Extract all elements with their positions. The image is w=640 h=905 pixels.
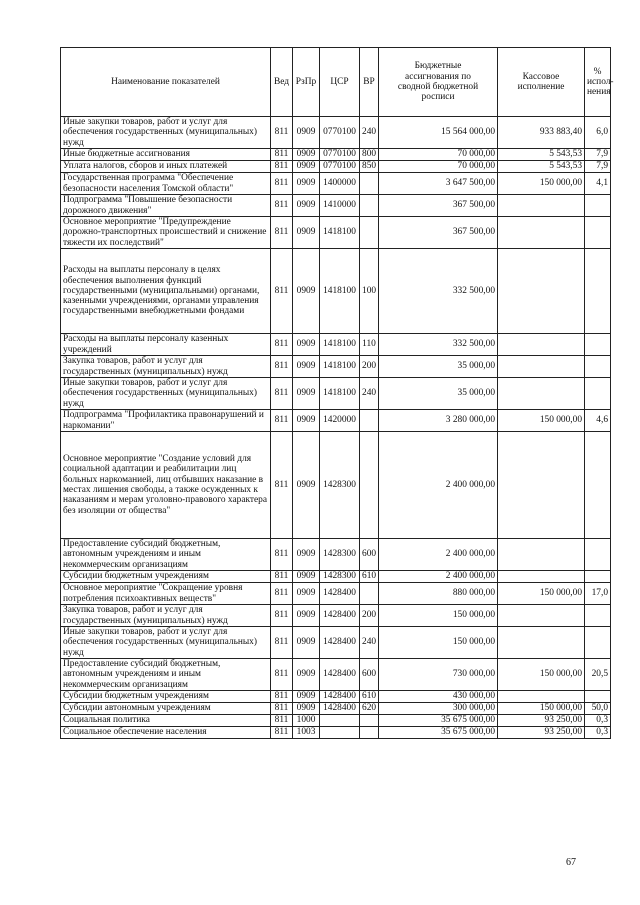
- page-number: 67: [566, 857, 576, 868]
- table-row: [61, 703, 611, 715]
- row-vr-cell: 600: [360, 539, 379, 571]
- row-budget-cell: 70 000,00: [379, 149, 498, 161]
- row-ved-cell: 811: [271, 539, 293, 571]
- header-budget: Бюджетные ассигнования по сводной бюджетной росписи: [379, 48, 498, 117]
- row-budget-cell: 35 000,00: [379, 356, 498, 378]
- row-ved-cell: 811: [271, 249, 293, 334]
- row-rzpr-cell: 0909: [293, 571, 320, 583]
- row-percent-cell: 20,5: [585, 659, 611, 691]
- row-budget-cell: 15 564 000,00: [379, 117, 498, 149]
- row-csr-cell: 1418100: [320, 334, 360, 356]
- row-csr-cell: 0770100: [320, 161, 360, 173]
- table-row: [61, 378, 611, 410]
- row-vr-cell: [360, 195, 379, 217]
- row-csr-cell: 1418100: [320, 249, 360, 334]
- row-csr-cell: [320, 715, 360, 727]
- row-budget-cell: 332 500,00: [379, 249, 498, 334]
- row-rzpr-cell: 0909: [293, 659, 320, 691]
- table-row: [61, 356, 611, 378]
- row-execution-cell: 150 000,00: [498, 410, 585, 432]
- table-row: [61, 539, 611, 571]
- row-percent-cell: 17,0: [585, 583, 611, 605]
- row-csr-cell: 1428300: [320, 432, 360, 539]
- row-budget-cell: 730 000,00: [379, 659, 498, 691]
- row-ved-cell: 811: [271, 659, 293, 691]
- row-rzpr-cell: 0909: [293, 334, 320, 356]
- row-percent-cell: 6,0: [585, 117, 611, 149]
- row-vr-cell: 850: [360, 161, 379, 173]
- row-rzpr-cell: 0909: [293, 539, 320, 571]
- row-percent-cell: 7,9: [585, 161, 611, 173]
- row-rzpr-cell: 0909: [293, 356, 320, 378]
- table-row: [61, 727, 611, 739]
- row-percent-cell: 50,0: [585, 703, 611, 715]
- row-csr-cell: 1400000: [320, 173, 360, 195]
- row-name-cell: Иные закупки товаров, работ и услуг для обеспечения государственных (муниципальных) нужд: [61, 378, 271, 410]
- row-budget-cell: 35 000,00: [379, 378, 498, 410]
- row-csr-cell: 1428400: [320, 659, 360, 691]
- row-execution-cell: 5 543,53: [498, 149, 585, 161]
- row-budget-cell: 70 000,00: [379, 161, 498, 173]
- row-budget-cell: 880 000,00: [379, 583, 498, 605]
- row-execution-cell: 933 883,40: [498, 117, 585, 149]
- row-csr-cell: 1418100: [320, 217, 360, 249]
- row-vr-cell: [360, 583, 379, 605]
- table-row: [61, 715, 611, 727]
- row-vr-cell: 800: [360, 149, 379, 161]
- row-rzpr-cell: 0909: [293, 627, 320, 659]
- row-name-cell: Основное мероприятие "Сокращение уровня потребления психоактивных веществ": [61, 583, 271, 605]
- row-name-cell: Иные закупки товаров, работ и услуг для обеспечения государственных (муниципальных) нужд: [61, 117, 271, 149]
- row-name-cell: Предоставление субсидий бюджетным, автономным учреждениям и иным некоммерческим организациям: [61, 659, 271, 691]
- row-rzpr-cell: 0909: [293, 195, 320, 217]
- row-percent-cell: [585, 356, 611, 378]
- row-rzpr-cell: 1000: [293, 715, 320, 727]
- row-percent-cell: 0,3: [585, 715, 611, 727]
- row-budget-cell: 2 400 000,00: [379, 539, 498, 571]
- table-row: [61, 149, 611, 161]
- row-vr-cell: 200: [360, 356, 379, 378]
- row-vr-cell: 200: [360, 605, 379, 627]
- row-ved-cell: 811: [271, 715, 293, 727]
- row-name-cell: Подпрограмма "Повышение безопасности дорожного движения": [61, 195, 271, 217]
- row-name-cell: Основное мероприятие "Предупреждение дорожно-транспортных происшествий и снижение тяжести их последствий": [61, 217, 271, 249]
- row-rzpr-cell: 0909: [293, 173, 320, 195]
- row-ved-cell: 811: [271, 195, 293, 217]
- header-percent: % испол-нения: [585, 48, 611, 117]
- row-vr-cell: 620: [360, 703, 379, 715]
- row-ved-cell: 811: [271, 727, 293, 739]
- row-csr-cell: 1428300: [320, 539, 360, 571]
- row-execution-cell: [498, 432, 585, 539]
- row-ved-cell: 811: [271, 703, 293, 715]
- header-execution: Кассовое исполнение: [498, 48, 585, 117]
- row-execution-cell: [498, 378, 585, 410]
- row-rzpr-cell: 0909: [293, 161, 320, 173]
- row-rzpr-cell: 0909: [293, 605, 320, 627]
- row-name-cell: Социальное обеспечение населения: [61, 727, 271, 739]
- row-percent-cell: 4,1: [585, 173, 611, 195]
- row-budget-cell: 150 000,00: [379, 605, 498, 627]
- row-vr-cell: [360, 217, 379, 249]
- row-vr-cell: 610: [360, 571, 379, 583]
- table-row: [61, 161, 611, 173]
- row-ved-cell: 811: [271, 571, 293, 583]
- row-name-cell: Расходы на выплаты персоналу казенных учреждений: [61, 334, 271, 356]
- row-percent-cell: [585, 249, 611, 334]
- row-ved-cell: 811: [271, 583, 293, 605]
- row-budget-cell: 3 647 500,00: [379, 173, 498, 195]
- row-percent-cell: 0,3: [585, 727, 611, 739]
- row-execution-cell: [498, 691, 585, 703]
- row-rzpr-cell: 0909: [293, 410, 320, 432]
- row-budget-cell: 2 400 000,00: [379, 432, 498, 539]
- row-execution-cell: 93 250,00: [498, 715, 585, 727]
- table-row: [61, 583, 611, 605]
- budget-execution-table: [60, 47, 614, 739]
- row-csr-cell: 1428400: [320, 583, 360, 605]
- row-csr-cell: 1428400: [320, 605, 360, 627]
- row-execution-cell: 150 000,00: [498, 703, 585, 715]
- row-ved-cell: 811: [271, 432, 293, 539]
- row-vr-cell: [360, 715, 379, 727]
- row-percent-cell: 7,9: [585, 149, 611, 161]
- table-row: [61, 605, 611, 627]
- row-execution-cell: [498, 539, 585, 571]
- row-ved-cell: 811: [271, 173, 293, 195]
- header-ved: Вед: [271, 48, 293, 117]
- row-ved-cell: 811: [271, 410, 293, 432]
- table-row: [61, 432, 611, 539]
- row-budget-cell: 332 500,00: [379, 334, 498, 356]
- row-name-cell: Закупка товаров, работ и услуг для государственных (муниципальных) нужд: [61, 356, 271, 378]
- row-ved-cell: 811: [271, 217, 293, 249]
- table-row: [61, 627, 611, 659]
- row-name-cell: Иные бюджетные ассигнования: [61, 149, 271, 161]
- row-percent-cell: [585, 571, 611, 583]
- row-name-cell: Иные закупки товаров, работ и услуг для обеспечения государственных (муниципальных) нужд: [61, 627, 271, 659]
- row-execution-cell: [498, 356, 585, 378]
- row-execution-cell: [498, 571, 585, 583]
- row-percent-cell: [585, 217, 611, 249]
- row-execution-cell: [498, 217, 585, 249]
- row-execution-cell: [498, 334, 585, 356]
- row-csr-cell: 1420000: [320, 410, 360, 432]
- table-row: [61, 249, 611, 334]
- row-percent-cell: [585, 334, 611, 356]
- row-percent-cell: [585, 539, 611, 571]
- row-ved-cell: 811: [271, 627, 293, 659]
- row-vr-cell: 600: [360, 659, 379, 691]
- row-vr-cell: 240: [360, 627, 379, 659]
- row-name-cell: Расходы на выплаты персоналу в целях обеспечения выполнения функций государственными (муниципальными) органами, казенными учреждениями, органами управления государственными внебюджетными фондами: [61, 249, 271, 334]
- header-vr: ВР: [360, 48, 379, 117]
- row-csr-cell: 1410000: [320, 195, 360, 217]
- row-rzpr-cell: 0909: [293, 378, 320, 410]
- row-execution-cell: [498, 627, 585, 659]
- row-csr-cell: 0770100: [320, 149, 360, 161]
- row-ved-cell: 811: [271, 691, 293, 703]
- row-execution-cell: 150 000,00: [498, 659, 585, 691]
- table-row: [61, 571, 611, 583]
- row-rzpr-cell: 0909: [293, 117, 320, 149]
- table-row: [61, 173, 611, 195]
- row-execution-cell: [498, 605, 585, 627]
- row-budget-cell: 2 400 000,00: [379, 571, 498, 583]
- row-budget-cell: 300 000,00: [379, 703, 498, 715]
- row-vr-cell: 240: [360, 378, 379, 410]
- row-rzpr-cell: 0909: [293, 217, 320, 249]
- row-execution-cell: [498, 195, 585, 217]
- row-name-cell: Подпрограмма "Профилактика правонарушений и наркомании": [61, 410, 271, 432]
- row-execution-cell: 5 543,53: [498, 161, 585, 173]
- row-name-cell: Социальная политика: [61, 715, 271, 727]
- row-vr-cell: [360, 432, 379, 539]
- row-budget-cell: 35 675 000,00: [379, 727, 498, 739]
- row-budget-cell: 3 280 000,00: [379, 410, 498, 432]
- table-row: [61, 334, 611, 356]
- row-vr-cell: [360, 727, 379, 739]
- row-name-cell: Закупка товаров, работ и услуг для государственных (муниципальных) нужд: [61, 605, 271, 627]
- row-rzpr-cell: 0909: [293, 583, 320, 605]
- row-percent-cell: [585, 627, 611, 659]
- row-name-cell: Субсидии бюджетным учреждениям: [61, 571, 271, 583]
- row-vr-cell: 110: [360, 334, 379, 356]
- row-csr-cell: [320, 727, 360, 739]
- row-vr-cell: 100: [360, 249, 379, 334]
- row-vr-cell: 240: [360, 117, 379, 149]
- row-ved-cell: 811: [271, 149, 293, 161]
- row-percent-cell: [585, 691, 611, 703]
- row-percent-cell: [585, 605, 611, 627]
- row-ved-cell: 811: [271, 117, 293, 149]
- table-row: [61, 117, 611, 149]
- row-execution-cell: 93 250,00: [498, 727, 585, 739]
- row-rzpr-cell: 0909: [293, 703, 320, 715]
- table-row: [61, 217, 611, 249]
- row-vr-cell: [360, 410, 379, 432]
- row-csr-cell: 1428400: [320, 691, 360, 703]
- row-budget-cell: 150 000,00: [379, 627, 498, 659]
- row-percent-cell: [585, 378, 611, 410]
- table-row: [61, 195, 611, 217]
- row-rzpr-cell: 0909: [293, 249, 320, 334]
- row-name-cell: Государственная программа "Обеспечение безопасности населения Томской области": [61, 173, 271, 195]
- table-row: [61, 659, 611, 691]
- row-name-cell: Основное мероприятие "Создание условий для социальной адаптации и реабилитации лиц больных наркоманией, лиц отбывших наказание в местах лишения свободы, а также осужденных к наказаниям и мерам уголовно-правового характера без изоляции от общества": [61, 432, 271, 539]
- row-budget-cell: 430 000,00: [379, 691, 498, 703]
- header-name: Наименование показателей: [61, 48, 271, 117]
- row-execution-cell: 150 000,00: [498, 583, 585, 605]
- row-csr-cell: 0770100: [320, 117, 360, 149]
- row-budget-cell: 367 500,00: [379, 217, 498, 249]
- row-execution-cell: [498, 249, 585, 334]
- row-name-cell: Субсидии автономным учреждениям: [61, 703, 271, 715]
- row-rzpr-cell: 0909: [293, 432, 320, 539]
- row-ved-cell: 811: [271, 605, 293, 627]
- row-name-cell: Уплата налогов, сборов и иных платежей: [61, 161, 271, 173]
- row-rzpr-cell: 0909: [293, 149, 320, 161]
- table-row: [61, 410, 611, 432]
- row-name-cell: Субсидии бюджетным учреждениям: [61, 691, 271, 703]
- row-csr-cell: 1418100: [320, 356, 360, 378]
- row-percent-cell: 4,6: [585, 410, 611, 432]
- header-rzpr: РзПр: [293, 48, 320, 117]
- row-csr-cell: 1418100: [320, 378, 360, 410]
- row-vr-cell: [360, 173, 379, 195]
- row-ved-cell: 811: [271, 334, 293, 356]
- row-ved-cell: 811: [271, 356, 293, 378]
- row-rzpr-cell: 1003: [293, 727, 320, 739]
- row-execution-cell: 150 000,00: [498, 173, 585, 195]
- header-row: [61, 48, 611, 117]
- table-row: [61, 691, 611, 703]
- row-csr-cell: 1428300: [320, 571, 360, 583]
- row-rzpr-cell: 0909: [293, 691, 320, 703]
- row-ved-cell: 811: [271, 378, 293, 410]
- row-csr-cell: 1428400: [320, 627, 360, 659]
- row-ved-cell: 811: [271, 161, 293, 173]
- row-percent-cell: [585, 432, 611, 539]
- header-csr: ЦСР: [320, 48, 360, 117]
- row-name-cell: Предоставление субсидий бюджетным, автономным учреждениям и иным некоммерческим организациям: [61, 539, 271, 571]
- row-budget-cell: 35 675 000,00: [379, 715, 498, 727]
- row-vr-cell: 610: [360, 691, 379, 703]
- row-csr-cell: 1428400: [320, 703, 360, 715]
- row-budget-cell: 367 500,00: [379, 195, 498, 217]
- row-percent-cell: [585, 195, 611, 217]
